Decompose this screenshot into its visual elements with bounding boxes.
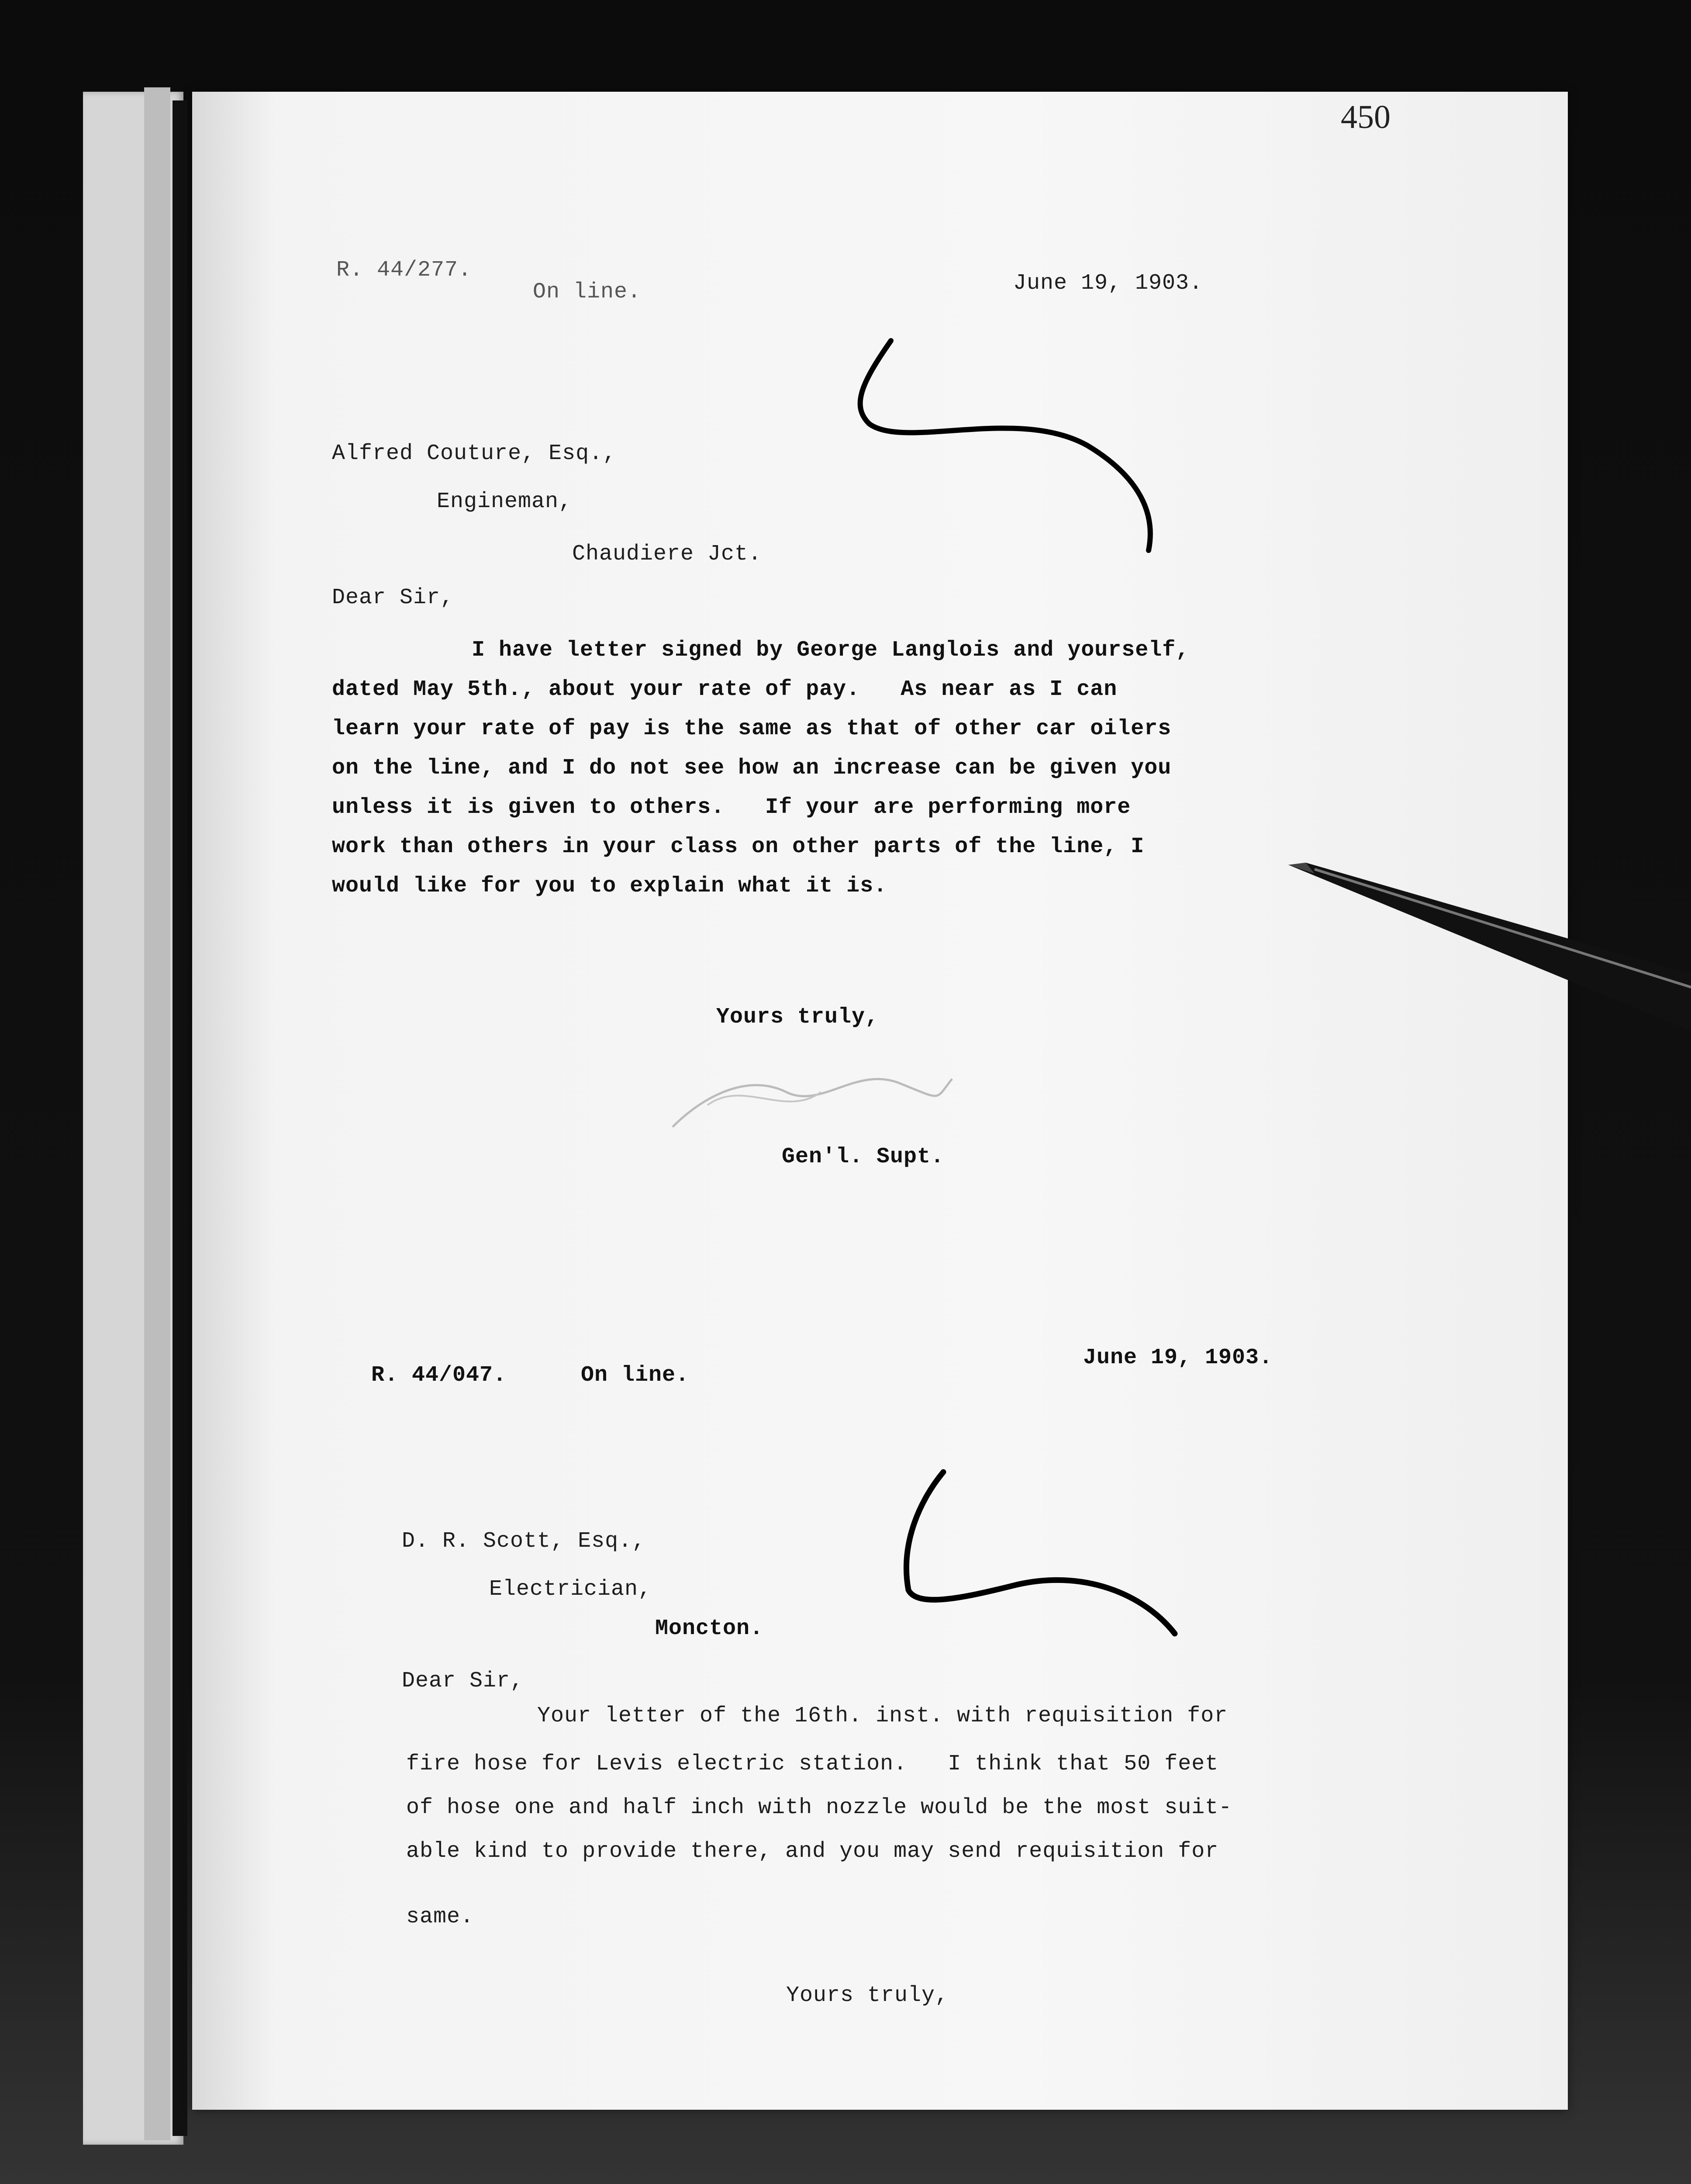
letter2-closing: Yours truly, bbox=[786, 1983, 949, 2008]
page-number: 450 bbox=[1341, 99, 1391, 135]
letter2-salutation: Dear Sir, bbox=[402, 1669, 524, 1693]
letter1-closing: Yours truly, bbox=[716, 1005, 879, 1030]
letter1-body-line: unless it is given to others. If your are performing more bbox=[332, 795, 1131, 820]
letter1-recipient-name: Alfred Couture, Esq., bbox=[332, 441, 617, 466]
letter1-recipient-place: Chaudiere Jct. bbox=[572, 542, 762, 567]
letter1-body-line: on the line, and I do not see how an increase can be given you bbox=[332, 756, 1172, 781]
letter2-body-line: of hose one and half inch with nozzle would be the most suit- bbox=[406, 1795, 1232, 1820]
letter2-location: On line. bbox=[581, 1363, 690, 1388]
letter2-ref: R. 44/047. bbox=[371, 1363, 507, 1388]
pointer-pen-icon bbox=[1288, 843, 1691, 1044]
letter1-date: June 19, 1903. bbox=[1013, 271, 1203, 296]
binding-shadow bbox=[173, 100, 187, 2136]
letter2-body-line: same. bbox=[406, 1904, 474, 1929]
letter2-date: June 19, 1903. bbox=[1083, 1345, 1273, 1370]
letter1-body-line: dated May 5th., about your rate of pay. As near as I can bbox=[332, 677, 1118, 702]
letter1-body-line: I have letter signed by George Langlois and yourself, bbox=[472, 638, 1190, 663]
letter1-body-line: learn your rate of pay is the same as that of other car oilers bbox=[332, 716, 1172, 741]
faint-scribble bbox=[655, 1040, 961, 1153]
handwritten-checkmark bbox=[852, 332, 1184, 559]
letter2-body-line: able kind to provide there, and you may send requisition for bbox=[406, 1839, 1219, 1864]
page-stack-edge-inner bbox=[144, 87, 170, 2140]
handwritten-checkmark bbox=[882, 1463, 1197, 1647]
letter1-recipient-title: Engineman, bbox=[437, 489, 573, 514]
letter1-body-line: would like for you to explain what it is. bbox=[332, 874, 887, 898]
letter1-signature: Gen'l. Supt. bbox=[782, 1144, 945, 1169]
letter1-ref: R. 44/277. bbox=[336, 258, 472, 283]
letter2-recipient-name: D. R. Scott, Esq., bbox=[402, 1529, 646, 1554]
letter2-body-line: Your letter of the 16th. inst. with requisition for bbox=[537, 1704, 1228, 1728]
letter1-salutation: Dear Sir, bbox=[332, 585, 454, 610]
letter1-body-line: work than others in your class on other parts of the line, I bbox=[332, 834, 1145, 859]
letter2-body-line: fire hose for Levis electric station. I think that 50 feet bbox=[406, 1752, 1219, 1776]
letter1-location: On line. bbox=[533, 280, 642, 304]
letter2-recipient-title: Electrician, bbox=[489, 1577, 652, 1602]
letter2-recipient-place: Moncton. bbox=[655, 1616, 764, 1641]
